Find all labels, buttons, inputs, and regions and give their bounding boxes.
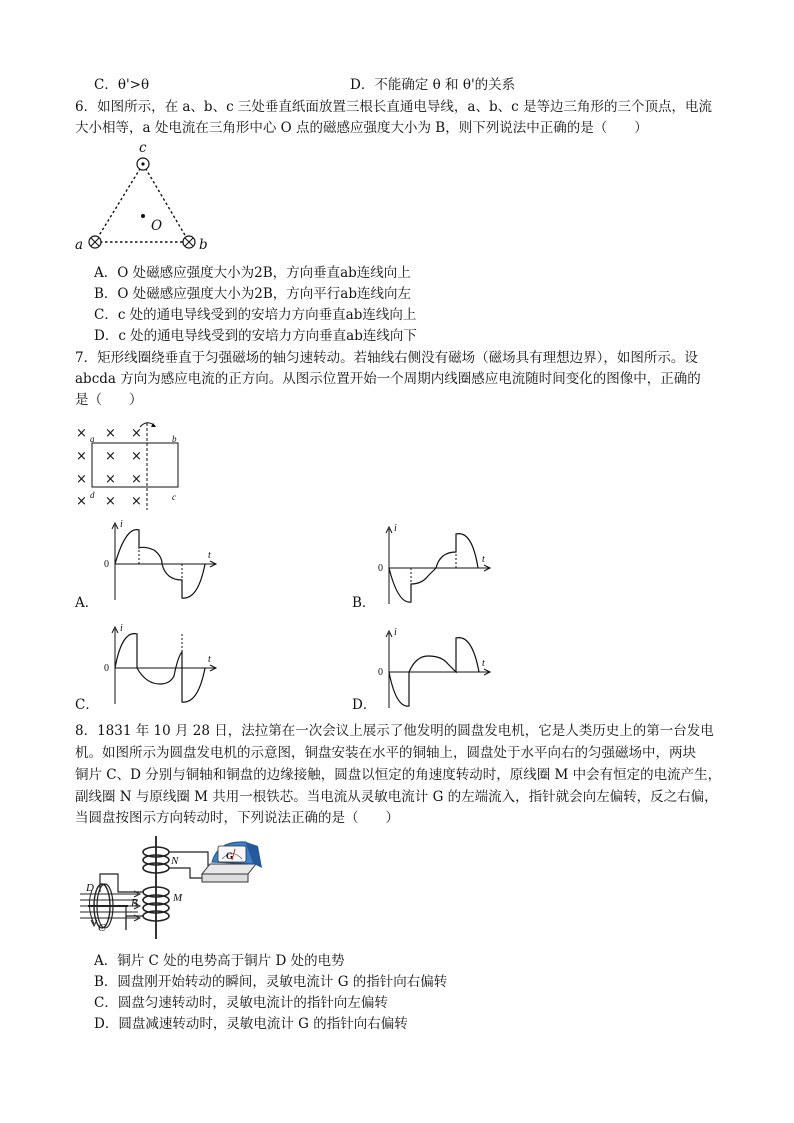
- q8-disk-generator-diagram: [78, 834, 264, 948]
- q7-option-b[interactable]: B．: [352, 595, 376, 611]
- q7-graph-b-t-label: t: [482, 554, 485, 565]
- q7-field-cross: ×: [131, 494, 142, 509]
- q7-field-cross: ×: [105, 494, 116, 509]
- q7-graph-b-i-label: i: [394, 523, 397, 534]
- q7-coil-label-d: d: [90, 490, 95, 500]
- q7-stem-line1: 7．矩形线圈绕垂直于匀强磁场的轴匀速转动。若轴线右侧没有磁场（磁场具有理想边界），如图所示。设: [75, 350, 698, 366]
- q7-graph-c: [110, 623, 220, 706]
- q7-field-cross: ×: [105, 426, 116, 441]
- q7-field-cross: ×: [131, 426, 142, 441]
- q7-field-cross: ×: [105, 449, 116, 464]
- q8-label-M: M: [173, 892, 183, 904]
- q6-label-c: c: [139, 140, 147, 156]
- q7-field-cross: ×: [76, 449, 87, 464]
- q7-graph-a-zero: 0: [104, 559, 109, 570]
- q7-graph-c-i-label: i: [120, 623, 123, 634]
- q7-graph-b: [384, 523, 494, 606]
- q8-option-c: C．圆盘匀速转动时，灵敏电流计的指针向左偏转: [94, 995, 388, 1011]
- q6-label-o: O: [151, 218, 163, 234]
- q7-stem-line2: abcda 方向为感应电流的正方向。从图示位置开始一个周期内线圈感应电流随时间变化的图像中，正确的: [75, 371, 701, 387]
- q6-option-c: C．c 处的通电导线受到的安培力方向垂直ab连线向上: [94, 307, 417, 323]
- q7-option-d[interactable]: D．: [352, 697, 377, 713]
- q7-field-cross: ×: [131, 472, 142, 487]
- q6-option-d: D．c 处的通电导线受到的安培力方向垂直ab连线向下: [94, 328, 417, 344]
- q7-coil-label-c: c: [172, 492, 176, 502]
- q5-option-c: C．θ'>θ: [94, 77, 150, 93]
- q7-graph-a-i-label: i: [120, 519, 123, 530]
- q6-label-b: b: [199, 237, 208, 253]
- q8-label-N: N: [171, 855, 179, 867]
- q7-coil-label-a: a: [90, 434, 95, 444]
- q8-stem-line3: 铜片 C、D 分别与铜轴和铜盘的边缘接触，圆盘以恒定的角速度转动时，原线圈 M 中会有恒定的电流产生，: [75, 767, 722, 783]
- q7-graph-d-i-label: i: [394, 627, 397, 638]
- q7-graph-b-zero: 0: [378, 563, 383, 574]
- q7-option-a[interactable]: A．: [75, 595, 99, 611]
- q7-coil-label-b: b: [172, 434, 177, 444]
- q6-stem-line2: 大小相等，a 处电流在三角形中心 O 点的磁感应强度大小为 B，则下列说法中正确的是（ ）: [75, 120, 648, 136]
- q8-option-d: D．圆盘减速转动时，灵敏电流计 G 的指针向右偏转: [94, 1016, 408, 1032]
- q8-stem-line4: 副线圈 N 与原线圈 M 共用一根铁芯。当电流从灵敏电流计 G 的左端流入，指针就会向左偏转，反之右偏，: [75, 789, 718, 805]
- q7-stem-line3: 是（ ）: [75, 392, 143, 408]
- q8-label-D: D: [86, 882, 94, 894]
- q7-field-cross: ×: [131, 449, 142, 464]
- q7-option-c[interactable]: C．: [75, 697, 99, 713]
- q7-graph-c-zero: 0: [104, 663, 109, 674]
- q6-option-b: B．O 处磁感应强度大小为2B，方向平行ab连线向左: [94, 286, 411, 302]
- q6-option-a: A．O 处磁感应强度大小为2B，方向垂直ab连线向上: [94, 265, 411, 281]
- q7-field-cross: ×: [76, 426, 87, 441]
- q7-field-cross: ×: [76, 494, 87, 509]
- q7-graph-d-zero: 0: [378, 667, 383, 678]
- q7-graph-c-t-label: t: [208, 654, 211, 665]
- q6-triangle-diagram: [78, 150, 208, 252]
- q8-stem-line1: 8．1831 年 10 月 28 日，法拉第在一次会议上展示了他发明的圆盘发电机，它是人类历史上的第一台发电: [75, 723, 714, 739]
- q8-label-C: C: [98, 922, 106, 934]
- q7-field-cross: ×: [105, 472, 116, 487]
- q7-graph-a: [110, 519, 220, 602]
- q7-graph-a-t-label: t: [208, 550, 211, 561]
- q6-stem-line1: 6．如图所示，在 a、b、c 三处垂直纸面放置三根长直通电导线，a、b、c 是等边三角形的三个顶点，电流: [75, 99, 712, 115]
- q6-label-a: a: [75, 237, 84, 253]
- q7-graph-d: [384, 627, 494, 710]
- q8-stem-line5: 当圆盘按图示方向转动时，下列说法正确的是（ ）: [75, 810, 399, 826]
- q5-option-d: D．不能确定 θ 和 θ'的关系: [350, 77, 516, 93]
- q8-label-G: G: [226, 851, 234, 861]
- q7-graph-d-t-label: t: [482, 658, 485, 669]
- q8-stem-line2: 机。如图所示为圆盘发电机的示意图，铜盘安装在水平的铜轴上，圆盘处于水平向右的匀强磁场中，两块: [75, 745, 696, 761]
- q8-option-b: B．圆盘刚开始转动的瞬间，灵敏电流计 G 的指针向右偏转: [94, 974, 448, 990]
- q8-label-B: B: [131, 897, 138, 909]
- q8-option-a: A．铜片 C 处的电势高于铜片 D 处的电势: [94, 953, 345, 969]
- q7-field-cross: ×: [76, 472, 87, 487]
